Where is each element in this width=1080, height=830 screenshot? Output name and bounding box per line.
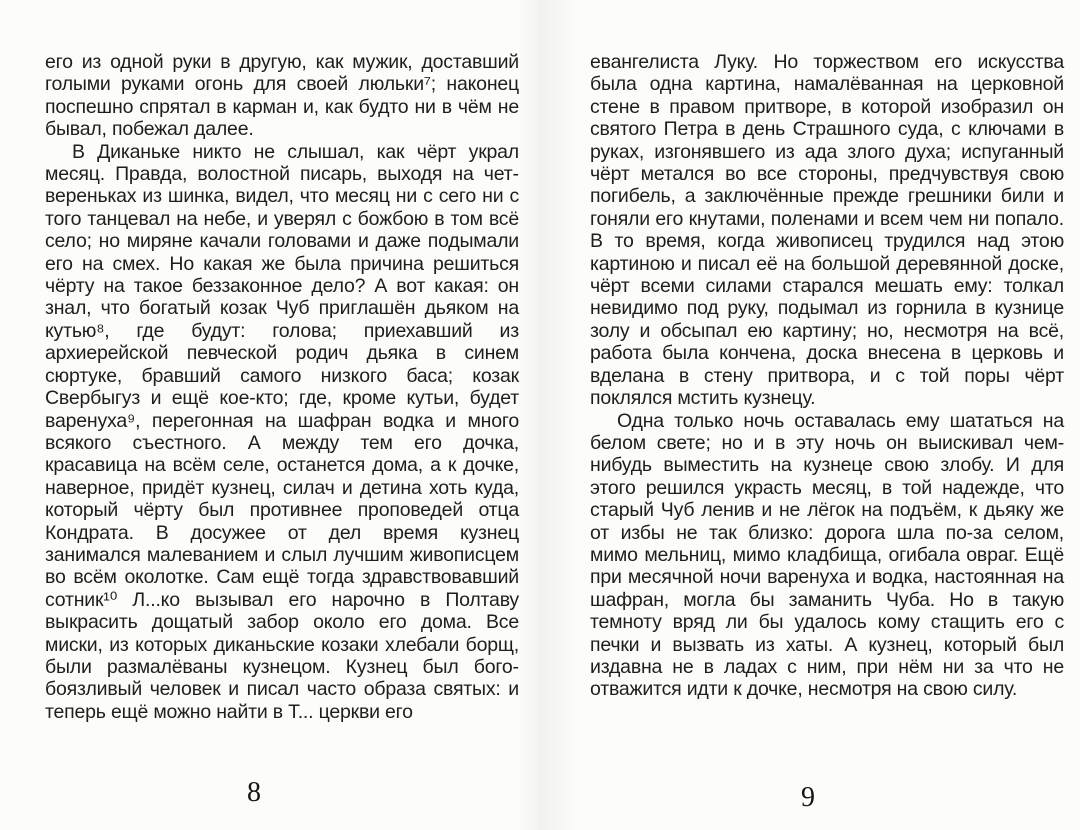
page-left-paragraph-dikanka: В Диканьке никто не слышал, как чёрт украл месяц. Правда, волостной писарь, выходя на четвереньках из шинка, видел, что месяц ни с сего ни с того танцевал на небе, и уверял с божбою в том всё село; но миряне качали головами и даже подымали его на смех. Но какая же была причина решиться чёрту на такое беззаконное дело? А вот какая: он знал, что богатый козак Чуб приглашён дьяком на кутью⁸, где будут: голова; приехавший из архиерейской певческой родич дьяка в синем сюртуке, бравший самого низкого баса; козак Свербыгуз и ещё кое-кто; где, кроме кутьи, будет варенуха⁹, перегонная на шафран водка и много всякого съестного. А между тем его дочка, красавица на всём селе, останется дома, а к дочке, наверное, придёт кузнец, силач и детина хоть куда, который чёрту был противнее проповедей отца Кондрата. В досужее от дел время кузнец занимался малеванием и слыл лучшим живописцем во всём околотке. Сам ещё тогда здравствовавший сотник¹⁰ Л...ко вызывал его нарочно в Полтаву выкрасить дощатый забор около его дома. Все миски, из которых диканьские козаки хлебали борщ, были размалёваны кузнецом. Кузнец был богобоязливый человек и писал часто образа святых: и теперь ещё можно найти в Т... церкви его [45, 140, 519, 723]
page-number-left: 8 [247, 777, 261, 808]
page-left [45, 51, 519, 723]
page-right-paragraph-lastnight: Одна только ночь оставалась ему шататься на белом свете; но и в эту ночь он выискивал чем-нибудь выместить на кузнеце свою злобу. И для этого решился украсть месяц, в той надежде, что старый Чуб ленив и не лёгок на подъём, к дьяку же от избы не так близко: дорога шла по-за селом, мимо мельниц, мимо кладбища, огибала овраг. Ещё при месячной ночи варенуха и водка, настоянная на шафран, могла бы заманить Чуба. Но в такую темноту вряд ли бы удалось кому стащить его с печки и вызвать из хаты. А кузнец, который был издавна не в ладах с ним, при нём ни за что не отважится идти к дочке, несмотря на свою силу. [590, 409, 1064, 701]
page-left-paragraph-continued: его из одной руки в другую, как мужик, доставший голыми руками огонь для своей люльки⁷; наконец поспешно спрятал в карман и, как будто ни в чём не бывал, побежал далее. [45, 51, 519, 141]
page-gutter-shadow [519, 0, 575, 830]
page-right-paragraph-continued: евангелиста Луку. Но торжеством его искусства была одна картина, намалёванная на церковной стене в правом притворе, в которой изобразил он святого Петра в день Страшного суда, с ключами в руках, изгонявшего из ада злого духа; испуганный чёрт метался во все стороны, предчувствуя свою погибель, а заключённые прежде грешники били и гоняли его кнутами, поленами и всем чем ни попало. В то время, когда живописец трудился над этою картиною и писал её на большой деревянной доске, чёрт всеми силами старался мешать ему: толкал невидимо под руку, подымал из горнила в кузнице золу и обсыпал ею картину; но, несмотря на всё, работа была кончена, доска внесена в церковь и вделана в стену притвора, и с той поры чёрт поклялся мстить кузнецу. [590, 51, 1064, 410]
page-number-right: 9 [801, 782, 815, 813]
page-right [590, 51, 1064, 701]
